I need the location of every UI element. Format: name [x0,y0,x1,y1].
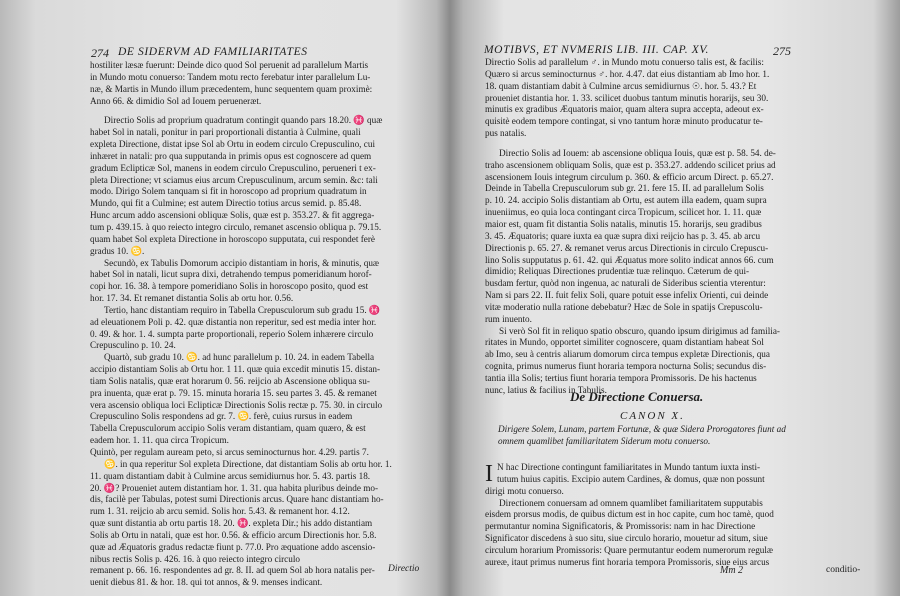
text-line: Hunc arcum addo ascensioni obliquæ Solis, quæ est p. 353.27. & fit aggrega- [90,210,375,221]
text-line: Directio Solis ad proprium quadratum contingit quando pars 18.20. ♓ quæ [104,115,383,126]
dropcap: I [485,461,493,487]
text-line: Crepusculino Solis respondens ad gr. 7. ♋. ferè, cuius rursus in eadem [90,411,353,422]
text-line: cognita, primus numerus fiunt horaria tempora nocturna Solis; secundus dis- [485,361,767,372]
text-line: gradus 10. ♋. [90,245,145,256]
text-line: modo. Dirigo Solem tanquam si fit in horoscopo ad proprium quadratum in [90,186,367,197]
text-line: gradum Eclipticæ Sol, manens in eodem circulo Crepusculino, perueneri t ex- [90,162,376,173]
section-title: De Directione Conuersa. [570,389,704,404]
catchword-left: Directio [388,564,420,574]
text-line: quam habet Sol expleta Directione in horoscopo supputata, cui respondet ferè [90,233,375,244]
text-line: nibus rectis Solis p. 426. 16. à quo reiecto integro circulo [90,553,300,564]
text-line: quæ sunt distantia ab ortu partis 18. 20. ♓. expleta Dir.; his addo distantiam [90,518,373,529]
text-line: ritates in Mundo, opportet similiter cognoscere, quam distantiam habeat Sol [485,337,764,348]
text-line: tantia illa Solis; tertius fiunt horaria tempora Promissoris. De his hactenus [485,372,757,383]
text-line: circulum horarium Promissoris: Quare permutantur eodem numerorum regulæ [485,544,774,555]
text-line: ad eleuationem Poli p. 42. quæ distantia non reperitur, sed est media inter hor. [90,316,377,327]
text-line: accipio distantiam Solis ab Ortu hor. 1 11. quæ quia excedit minutis 15. distan- [90,364,381,375]
text-line: copi hor. 16. 38. à tempore pomeridiano Solis in horoscopo posito, quod est [90,281,369,292]
text-line: Nam si pars 22. II. fuit felix Soli, quare potuit esse infelix Orienti, cui deinde [485,290,769,301]
text-line: eisdem prorsus modis, de quibus dictum est in hoc capite, cum hoc tamè, quod [485,509,774,520]
text-line: habet Sol in natali, licut supra dixi, detrahendo tempus pomeridianum horof- [90,269,372,280]
text-line: 0. 49. & hor. 1. 4. sumpta parte proportionali, reperio Solem inhærere circulo [90,328,374,339]
text-line: Solis ab Ortu in natali, quæ est hor. 0.56. & efficio arcum Directionis hor. 5.8. [90,529,377,540]
right-page [450,0,900,596]
text-line [485,140,855,148]
text-line: 3. 45. Æquatoris; quare iuxta ea quæ supra dixi reijcio has p. 3. 45. ab arcu [485,230,761,241]
text-line: dirigi motu conuerso. [485,485,564,496]
signature-mark: Mm 2 [720,565,744,576]
text-line: ab Imo, seu à centris aliarum domorum circa tempus expletæ Directionis, qua [485,349,770,360]
text-line: dis, facilè per Tabulas, potest sumi Directionis arcus. Quare hanc distantiam ho- [90,494,384,505]
text-line: p. 10. 24. accipio Solis distantiam ab Ortu, est autem illa eadem, quam supra [485,195,767,206]
text-line: rum inuento. [485,313,532,324]
text-line: Si verò Sol fit in reliquo spatio obscuro, quando ipsum dirigimus ad familia- [499,325,780,336]
text-line: pus natalis. [485,128,527,139]
text-line: vera ascensio obliqua loci Eclipticæ Directionis Solis rectæ p. 75. 30. in circulo [90,399,383,410]
text-line: Crepusculino p. 10. 24. [90,340,176,351]
text-line: uenit diebus 81. & hor. 18. qui tot annos, & 9. menses indicant. [90,577,323,588]
text-line: tum p. 439.15. à quo reiecto integro circulo, remanet ascensio obliqua p. 79.15. [90,221,382,232]
left-page-text [90,60,435,589]
running-head-left: DE SIDERVM AD FAMILIARITATES [118,46,308,58]
text-line: Secundò, ex Tabulis Domorum accipio distantiam in horis, & minutis, quæ [104,257,380,268]
text-line: eadem hor. 1. 11. qua circa Tropicum. [90,435,229,446]
text-line: inhæret in natali: pro qua supputanda in primis opus est cognoscere ad quem [90,150,372,161]
text-line: Deinde in Tabella Crepusculorum sub gr. 21. fere 15. II. ad parallelum Solis [485,183,764,194]
text-line: Quæro si arcus seminocturnus ♂. hor. 4.47. dat eius distantiam ab Imo hor. 1. [485,68,770,79]
text-line: hostiliter læsæ fuerunt: Deinde dico quod Sol peruenit ad parallelum Martis [90,60,369,70]
page-number-left: 274 [91,46,109,60]
text-line: Directio Solis ad Iouem: ab ascensione obliqua Iouis, quæ est p. 58. 54. de- [499,147,776,158]
text-line: hor. 17. 34. Et remanet distantia Solis ab ortu hor. 0.56. [90,293,294,304]
canon-heading: CANON X. [620,410,685,422]
text-line: inueniimus, eo quia loca contingant circa Tropicum, scilicet hor. 1. 11. quæ [485,207,762,218]
text-line: Anno 66. & dimidio Sol ad Iouem perueneræt. [90,95,262,106]
page-number-right: 275 [773,44,791,58]
text-line: Tabella Crepusculorum accipio Solis veram distantiam, quam quæro, & est [90,423,366,434]
text-line: tiam Solis natalis, quæ erat horarum 0. 56. reijcio ab Ascensione obliqua su- [90,375,370,386]
right-page-text [485,57,855,397]
text-line: quisitè eodem tempore contingat, si vno tantum horæ minuto producatur te- [485,116,763,127]
text-line: Directionem conuersam ad omnem quamlibet familiaritatem supputabis [499,497,763,508]
text-line: Quintò, per regulam auream peto, si arcus seminocturnus hor. 4.29. partis 7. [90,447,369,457]
text-line: pra inuenta, quæ erat p. 79. 15. minuta horaria 15. seu partes 3. 45. & remanet [90,387,377,398]
body-lines [485,462,774,569]
text-line: 11. quam distantiam dabit à Culmine arcus semidiurnus hor. 5. 43. partis 18. [90,470,371,481]
text-line: Quartò, sub gradu 10. ♋. ad hunc parallelum p. 10. 24. in eadem Tabella [104,352,375,363]
text-line: rum 1. 31. reijcio ab arcu semid. Solis hor. 5.43. & remanent hor. 4.12. [90,506,350,517]
text-line: Directio Solis ad parallelum ♂. in Mundo motu conuerso talis est, & facilis: [485,57,764,67]
text-line: 18. quam distantiam dabit à Culmine arcus semidiurnus ☉. hor. 5. 43.? Et [485,80,757,91]
text-line: minutis ex gradibus Æquatoris maior, quam altera supra accepta, adeout ex- [485,104,764,115]
text-line: lino Solis supputatus p. 61. 42. qui Æquatus more solito indicat annos 66. cum [485,254,774,265]
text-line: ♋. in qua reperitur Sol expleta Directione, dat distantiam Solis ab ortu hor. 1. [104,458,392,469]
text-line: Dirigere Solem, Lunam, partem Fortunæ, & quæ Sidera Prorogatores fiunt ad [498,424,786,434]
text-line: in Mundo motu conuerso: Tandem motu recto ferebatur inter parallelum Lu- [90,71,371,82]
text-line: permutantur nomina Significatoris, & Promissoris: nam in hac Directione [485,521,756,532]
text-line: næ, & Martis in Mundo illum præcedentem, hunc sequentem quam proximè: [90,83,373,94]
text-line: proueniet distantia hor. 1. 33. scilicet duobus tantum minutis horarijs, seu 30. [485,92,769,103]
right-page-body [485,462,774,569]
text-line: quæ ad Æquatoris gradus redactæ fiunt p. 77.0. Pro æquatione addo ascensio- [90,541,376,552]
catchword-right: conditio- [826,565,861,575]
text-line: pleta Directione; vt sciamus eius arcum Crepusculinum, arcum semin. &c: tali [90,174,378,185]
canon-text [498,424,786,447]
text-line: traho ascensionem obliquam Solis, quæ est p. 353.27. addendo scilicet prius ad [485,159,776,170]
text-line: maior est, quam fit distantia Solis natalis, minutis 15. horarijs, seu gradibus [485,218,762,229]
text-line: aureæ, itaut primus numerus fint horaria tempora Promissoris, siue eius arcus [485,556,770,567]
text-line: Tertio, hanc distantiam requiro in Tabella Crepusculorum sub gradu 15. ♓ [104,304,381,315]
text-line: omnem quamlibet familiaritatem Siderum motu conuerso. [498,435,711,446]
text-line: tutum huius capitis. Excipio autem Cardines, & domus, quæ non possunt [497,473,765,484]
text-line: dimidio; Reliquas Directiones prudentiæ tuæ relinquo. Cæterum de qui- [485,266,750,277]
text-line: Directionis p. 65. 27. & remanet verus arcus Directionis in circulo Crepuscu- [485,242,769,253]
running-head-right: MOTIBVS, ET NVMERIS LIB. III. CAP. XV. [484,44,709,56]
text-line: Mundo, qui fit a Culmine; est autem Directio totius arcus semid. p. 85.48. [90,198,362,209]
text-line: busdam fertur, quòd non ingenua, ac naturali de Sideribus scientia vterentur: [485,278,766,289]
text-line: Significator discedens à suo situ, siue circulo horario, mouetur ad situm, siue [485,533,768,544]
text-line: remanent p. 66. 16. respondentes ad gr. 8. II. ad quem Sol ab hora natalis per- [90,565,375,576]
text-line: 20. ♓? Proueniet autem distantiam hor. 1. 31. qua habita pluribus deinde mo- [90,482,379,493]
text-line: expleta Directione, distat ipse Sol ab Ortu in eodem circulo Crepusculino, cui [90,139,375,150]
text-line: ascensionem Iouis integrum circulum p. 360. & efficio arcum Direct. p. 65.27. [485,171,774,182]
text-line: nunc, latius & facilius in Tabulis. [485,384,607,395]
text-line: N hac Directione contingunt familiaritates in Mundo tantum iuxta insti- [497,462,761,472]
text-line: habet Sol in natali, ponitur in pari proportionali distantia à Culmine, quali [90,127,361,138]
text-line: vitæ moderatio nulla ratione debebatur? Hæc de Sole in spatijs Crepuscolu- [485,301,763,312]
